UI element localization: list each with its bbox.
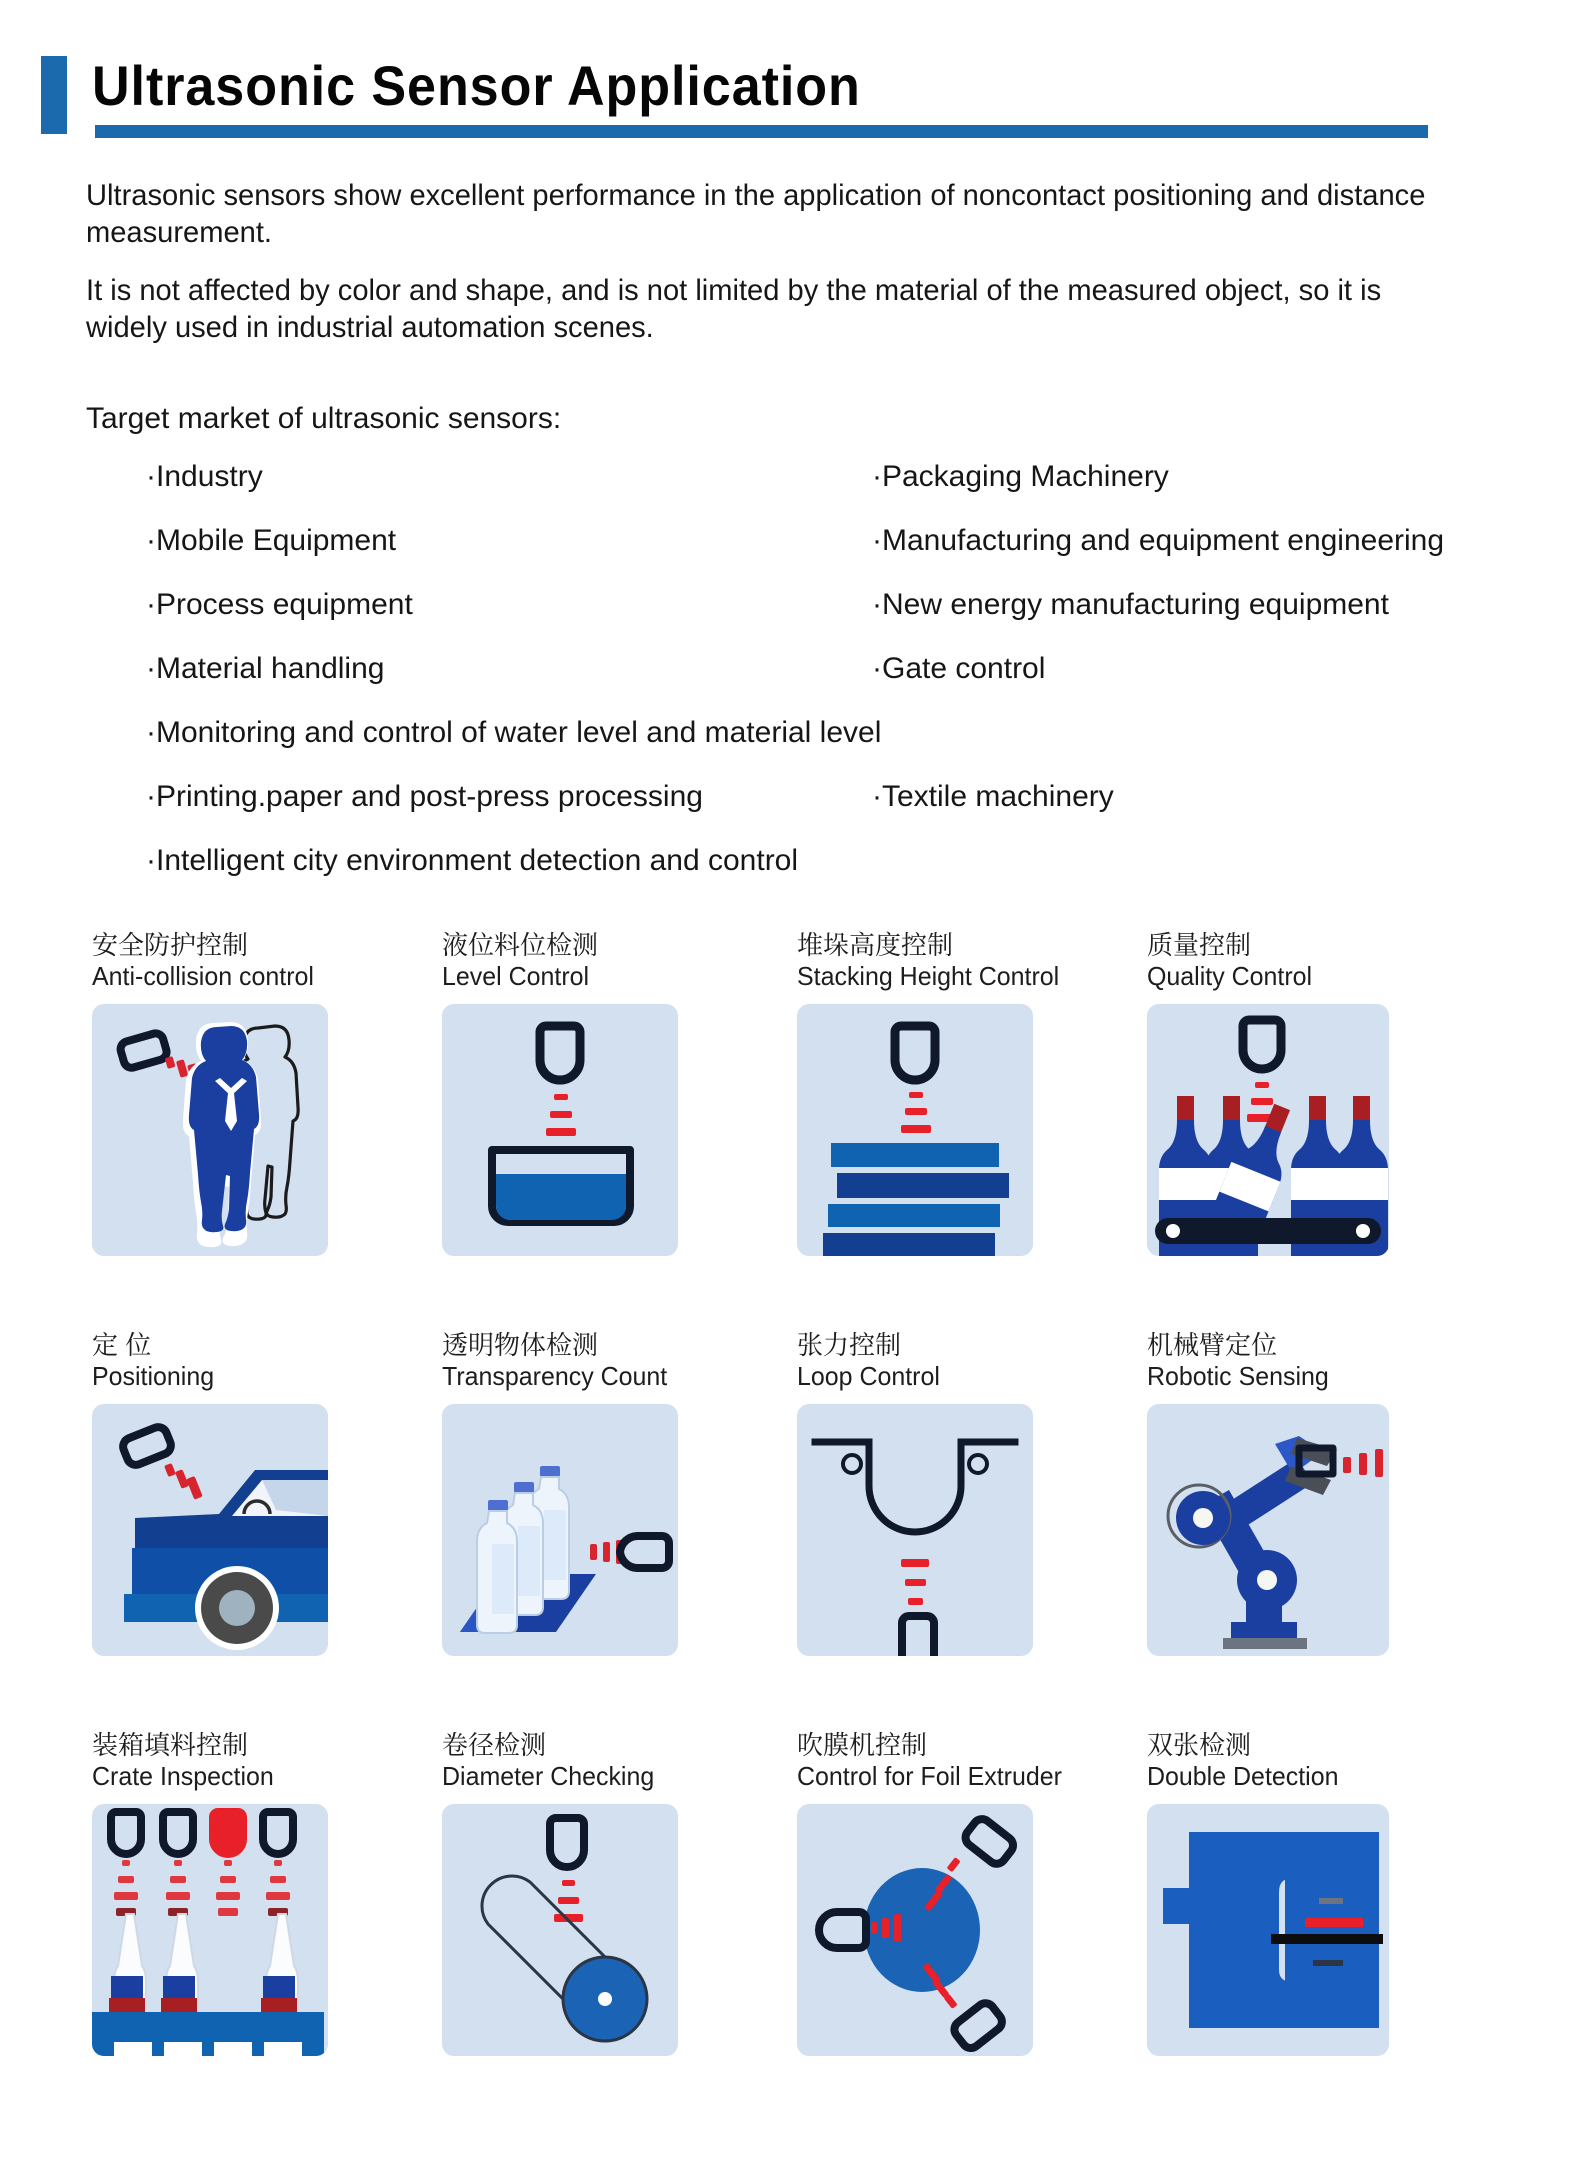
application-card-transparency-count (442, 1330, 792, 1656)
positioning-illustration (92, 1404, 328, 1656)
card-title-cn: 定 位 (92, 1330, 152, 1360)
robotic-sensing-illustration (1147, 1404, 1389, 1656)
card-title-en: Level Control (442, 960, 590, 991)
list-item (0, 588, 1573, 652)
list-item (0, 460, 1573, 524)
level-control-illustration (442, 1004, 678, 1256)
bullet-right: ·Gate control (872, 652, 1046, 685)
card-title-cn: 机械臂定位 (1147, 1330, 1278, 1360)
crate-inspection-illustration (92, 1804, 328, 2056)
stacking-height-illustration (797, 1004, 1033, 1256)
application-card-positioning (92, 1330, 442, 1656)
card-title-en: Anti-collision control (92, 960, 314, 991)
anti-collision-illustration (92, 1004, 328, 1256)
list-item (0, 652, 1573, 716)
bullet-left: ·Mobile Equipment (146, 524, 397, 557)
card-title-cn: 堆垛高度控制 (797, 930, 954, 960)
application-card-crate-inspection (92, 1730, 442, 2056)
intro-paragraph-1: Ultrasonic sensors show excellent performance in the application of noncontact positioning and distance measurement. (86, 179, 1426, 249)
card-title-en: Diameter Checking (442, 1760, 655, 1791)
transparency-count-illustration (442, 1404, 678, 1656)
page-title: Ultrasonic Sensor Application (92, 54, 861, 117)
page-header (0, 42, 1573, 142)
bullet-left: ·Material handling (146, 652, 385, 685)
bullet-left: ·Printing.paper and post-press processing (146, 780, 703, 813)
diameter-checking-illustration (442, 1804, 678, 2056)
card-title-cn: 装箱填料控制 (92, 1730, 249, 1760)
application-grid (0, 930, 1573, 2130)
bullet-right: ·Manufacturing and equipment engineering (872, 524, 1445, 557)
card-title-cn: 卷径检测 (442, 1730, 547, 1760)
card-title-cn: 液位料位检测 (442, 930, 599, 960)
application-card-diameter-checking (442, 1730, 792, 2056)
card-title-cn: 吹膜机控制 (797, 1730, 928, 1760)
quality-control-illustration (1147, 1004, 1389, 1256)
card-title-en: Control for Foil Extruder (797, 1760, 1062, 1791)
card-title-cn: 双张检测 (1147, 1730, 1252, 1760)
card-title-cn: 安全防护控制 (92, 930, 249, 960)
bullet-right: ·New energy manufacturing equipment (872, 588, 1389, 621)
bullet-left: ·Industry (146, 460, 263, 493)
list-item (0, 524, 1573, 588)
bullet-left: ·Monitoring and control of water level and material level (146, 716, 882, 749)
application-card-double-detection (1147, 1730, 1497, 2056)
bullet-left: ·Intelligent city environment detection and control (146, 844, 799, 877)
card-title-cn: 张力控制 (797, 1330, 902, 1360)
list-item (0, 780, 1573, 844)
intro-paragraph-2: It is not affected by color and shape, and is not limited by the material of the measured object, so it is widely used in industrial automation scenes. (86, 274, 1382, 344)
card-title-en: Crate Inspection (92, 1760, 274, 1791)
list-item (0, 716, 1573, 780)
card-title-en: Robotic Sensing (1147, 1360, 1329, 1391)
list-item (0, 844, 1573, 908)
loop-control-illustration (797, 1404, 1033, 1656)
card-title-en: Double Detection (1147, 1760, 1339, 1791)
card-title-en: Quality Control (1147, 960, 1313, 991)
bullet-right: ·Textile machinery (872, 780, 1114, 813)
card-title-cn: 质量控制 (1147, 930, 1252, 960)
application-card-robotic-sensing (1147, 1330, 1497, 1656)
application-row (0, 930, 1573, 1330)
application-row (0, 1330, 1573, 1730)
application-card-foil-extruder (797, 1730, 1147, 2056)
bullet-right: ·Packaging Machinery (872, 460, 1169, 493)
application-card-loop-control (797, 1330, 1147, 1656)
intro-section (86, 178, 1506, 368)
target-market-heading: Target market of ultrasonic sensors: (86, 402, 562, 435)
header-underline-rule (95, 125, 1428, 138)
card-title-en: Transparency Count (442, 1360, 668, 1391)
bullet-left: ·Process equipment (146, 588, 413, 621)
application-card-anti-collision (92, 930, 442, 1256)
application-row (0, 1730, 1573, 2130)
foil-extruder-illustration (797, 1804, 1033, 2056)
card-title-en: Loop Control (797, 1360, 940, 1391)
header-accent-bar (41, 56, 67, 134)
double-detection-illustration (1147, 1804, 1389, 2056)
target-market-list (0, 460, 1573, 908)
application-card-level-control (442, 930, 792, 1256)
card-title-cn: 透明物体检测 (442, 1330, 599, 1360)
card-title-en: Stacking Height Control (797, 960, 1060, 991)
application-card-stacking-height (797, 930, 1147, 1256)
application-card-quality-control (1147, 930, 1497, 1256)
card-title-en: Positioning (92, 1360, 215, 1391)
